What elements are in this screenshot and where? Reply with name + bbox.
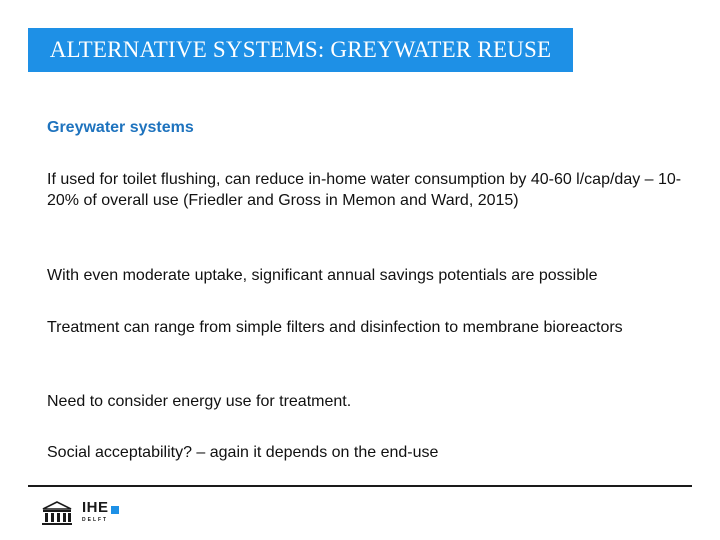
title-banner <box>28 28 573 72</box>
logo-subtitle: DELFT <box>82 517 109 523</box>
bullet-paragraph: With even moderate uptake, significant annual savings potentials are possible <box>47 267 598 284</box>
logo-wordmark: IHE <box>82 499 109 516</box>
logo-accent-square <box>111 506 119 514</box>
slide-title: ALTERNATIVE SYSTEMS: GREYWATER REUSE <box>49 37 552 62</box>
bullet-paragraph: Treatment can range from simple filters and disinfection to membrane bioreactors <box>47 319 623 336</box>
footer-divider <box>28 485 692 487</box>
ihe-delft-logo <box>40 500 119 526</box>
bullet-paragraph: If used for toilet flushing, can reduce in-home water consumption by 40-60 l/cap/day – 10-20% of overall use (Friedler and Gross in Memon and Ward, 2015) <box>47 171 682 209</box>
bullet-paragraph: Social acceptability? – again it depends on the end-use <box>47 444 439 461</box>
bullet-paragraph: Need to consider energy use for treatment. <box>47 393 352 410</box>
section-subheading: Greywater systems <box>47 119 194 136</box>
institute-building-icon <box>40 500 74 526</box>
